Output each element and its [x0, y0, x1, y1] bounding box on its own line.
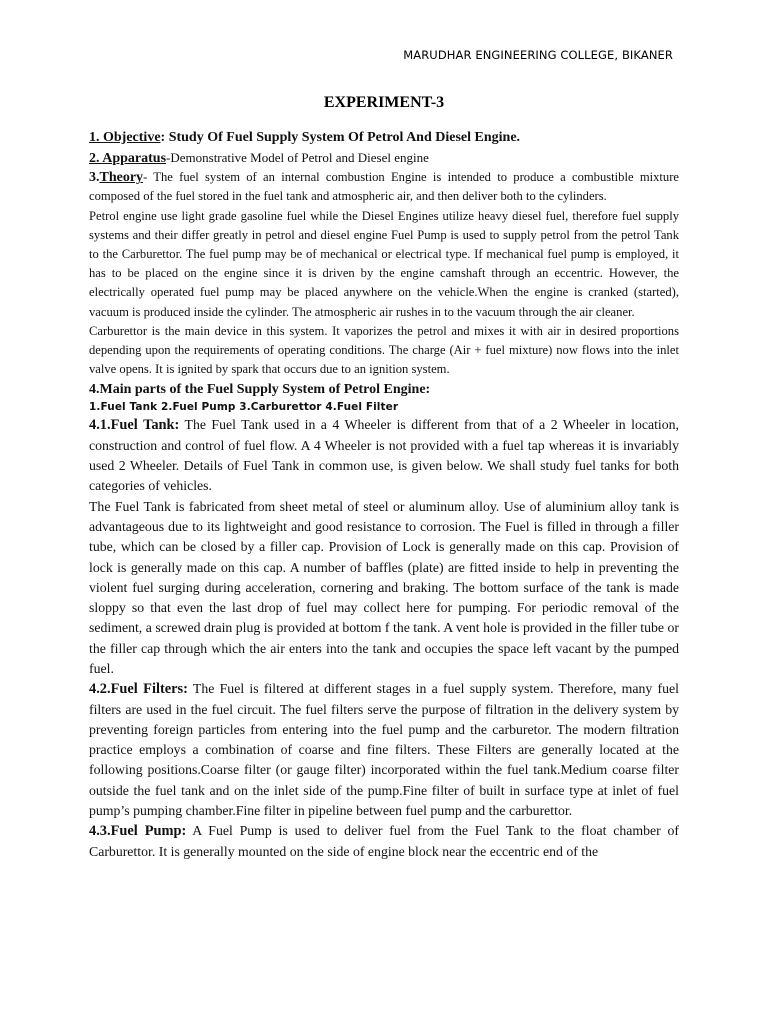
- main-parts-list: 1.Fuel Tank 2.Fuel Pump 3.Carburettor 4.Fuel Filter: [89, 401, 399, 414]
- objective-label: Objective: [99, 130, 161, 145]
- apparatus-text: -Demonstrative Model of Petrol and Diesel engine: [166, 150, 429, 165]
- apparatus-label: Apparatus: [99, 151, 167, 166]
- document-body: [89, 128, 679, 862]
- fuel-tank-text: The Fuel Tank used in a 4 Wheeler is different from that of a 2 Wheeler in location, construction and control of fuel flow. A 4 Wheeler is not provided with a fuel tap whereas it is invariably used 2 Wheeler. Details of Fuel Tank in common use, is given below. We shall study fuel tanks for both categories of vehicles.: [89, 417, 680, 494]
- fuel-pump-text: A Fuel Pump is used to deliver fuel from the Fuel Tank to the float chamber of Carburettor. It is generally mounted on the side of engine block near the eccentric end of the: [89, 823, 679, 859]
- theory-paragraph-3: Carburettor is the main device in this system. It vaporizes the petrol and mixes it with air in desired proportions depending upon the requirements of operating conditions. The charge (Air + fuel mixture) now flows into the inlet valve opens. It is ignited by spark that occurs due to an ignition system.: [89, 323, 679, 377]
- fuel-tank-paragraph-2: The Fuel Tank is fabricated from sheet metal of steel or aluminum alloy. Use of aluminium alloy tank is advantageous due to its lightweight and good resistance to corrosion. The Fuel is filled in through a filler tube, which can be closed by a filler cap. Provision of Lock is generally made on this cap. Provision of lock is generally made on this cap. A number of baffles (plate) are fitted inside to help in preventing the violent fuel surging during acceleration, cornering and braking. The bottom surface of the tank is made sloppy so that even the last drop of fuel may collect here for pumping. For periodic removal of the sediment, a screwed drain plug is provided at bottom f the tank. A vent hole is provided in the filler tube or the filler cap through which the air enters into the tank and occupies the space left vacant by the pumped fuel.: [89, 498, 679, 676]
- fuel-filters-paragraph: [89, 679, 679, 821]
- apparatus-line: [89, 148, 679, 168]
- theory-label: Theory: [99, 170, 144, 186]
- fuel-tank-heading: 4.1.Fuel Tank:: [89, 417, 180, 434]
- objective-line: [89, 128, 679, 148]
- fuel-tank-paragraph: [89, 415, 679, 496]
- objective-text: : Study Of Fuel Supply System Of Petrol And Diesel Engine.: [160, 130, 521, 145]
- theory-paragraph: [89, 168, 679, 206]
- fuel-filters-heading: 4.2.Fuel Filters:: [89, 681, 188, 698]
- college-header: MARUDHAR ENGINEERING COLLEGE, BIKANER: [403, 48, 673, 62]
- main-parts-heading: 4.Main parts of the Fuel Supply System of Petrol Engine:: [89, 382, 431, 398]
- experiment-title: EXPERIMENT-3: [323, 94, 445, 111]
- apparatus-number: 2.: [89, 151, 100, 166]
- fuel-filters-text: The Fuel is filtered at different stages in a fuel supply system. Therefore, many fuel filters are used in the fuel circuit. The fuel filters serve the purpose of filtration in the delivery system by preventing foreign particles from entering into the fuel pump and the carburetor. The modern filtration practice employs a combination of coarse and fine filters. These Filters are generally located at the following positions.Coarse filter (or gauge filter) incorporated within the fuel tank.Medium coarse filter outside the fuel tank and on the inlet side of the pump.Fine filter of built in surface type at inlet of fuel pump’s pumping chamber.Fine filter in pipeline between fuel pump and the carburettor.: [89, 681, 680, 819]
- theory-text: - The fuel system of an internal combustion Engine is intended to produce a combustible mixture composed of the fuel stored in the fuel tank and atmospheric air, and then deliver both to the cylinders.: [89, 170, 679, 204]
- fuel-pump-heading: 4.3.Fuel Pump:: [89, 823, 187, 840]
- fuel-pump-paragraph: [89, 821, 679, 862]
- theory-number: 3.: [89, 170, 100, 186]
- theory-paragraph-2: Petrol engine use light grade gasoline fuel while the Diesel Engines utilize heavy diesel fuel, therefore fuel supply systems and their differ greatly in petrol and diesel engine Fuel Pump is used to supply petrol from the petrol Tank to the Carburettor. The fuel pump may be of mechanical or electrical type. If mechanical fuel pump is employed, it has to be placed on the engine since it is driven by the engine camshaft through an eccentric. However, the electrically operated fuel pump may be placed anywhere on the vehicle.When the engine is cranked (started), vacuum is produced inside the cylinder. The atmospheric air rushes in to the vacuum through the air cleaner.: [89, 208, 679, 319]
- objective-number: 1.: [89, 130, 100, 145]
